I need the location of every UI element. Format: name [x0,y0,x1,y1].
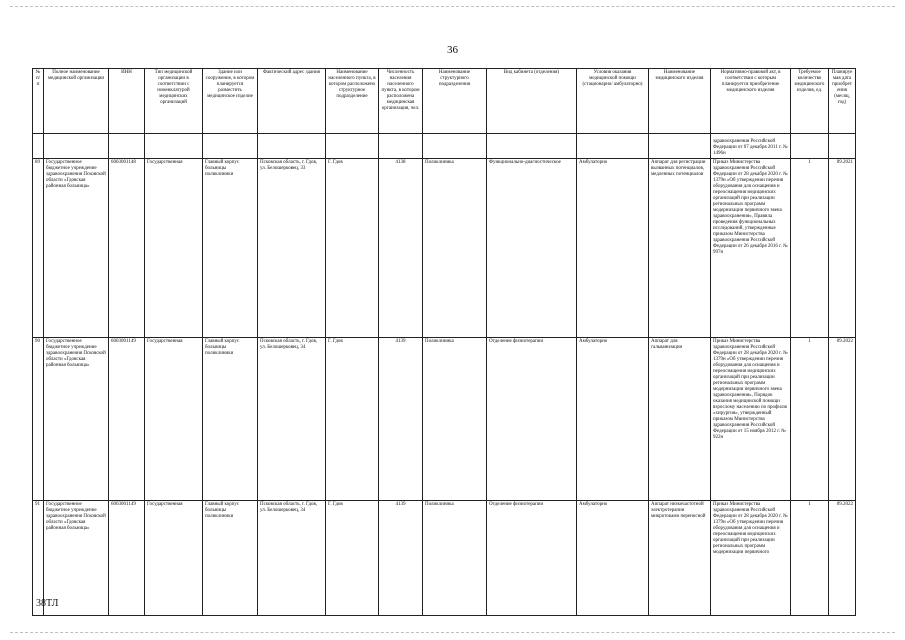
conditions: Амбулаторно [577,501,649,616]
col-header: Тип медицинской организации в соответствии с номенклатурой медицинских организаций [145,69,203,134]
building: Главный корпус больницы поликлиники [203,338,258,501]
row-number: 91 [33,501,44,616]
population: 4138 [379,159,423,338]
col-header: Полное наименование медицинской организации [44,69,109,134]
quantity: 1 [791,159,829,338]
col-header: Фактический адрес здания [258,69,326,134]
conditions: Амбулаторно [577,338,649,501]
conditions: Амбулаторно [577,159,649,338]
address: Псковская область, г. Гдов, ул. Белошерковец, 34 [258,338,326,501]
cabinet: Отделение физиотерапии [487,338,577,501]
legal-act: Приказ Министерства здравоохранения Российской Федерации от 28 декабря 2020 г. № 1379н «Об утверждении перечня оборудования для оснащения и переоснащения медицинских организаций при реализации региональных программ модернизации первичного звена здравоохранения», Порядок оказания медицинской помощи взрослому населению по профилю «хирургия», утвержденный приказом Министерства здравоохранения Российской Федерации от 15 ноября 2012 г. № 922н [711,338,791,501]
locality: Г. Гдов [326,338,379,501]
org-name: Государственное бюджетное учреждение здравоохранения Псковской области «Гдовская районная больница» [44,159,109,338]
col-header: Численность населения населенного пункта, в котором расположена медицинская организация, чел. [379,69,423,134]
inn: 6003001148 [109,159,145,338]
purchase-date: 09.2022 [829,338,856,501]
col-header: Наименование структурного подразделения [423,69,487,134]
locality: Г. Гдов [326,159,379,338]
scan-border-bottom [10,632,895,633]
col-header: № п/п [33,69,44,134]
org-type: Государственная [145,159,203,338]
col-header: Наименование медицинского изделия [649,69,711,134]
table-header-row [33,69,856,134]
col-header: Нормативно-правовой акт, в соответствии с которым планируется приобретение медицинского изделия [711,69,791,134]
quantity: 1 [791,501,829,616]
scan-border-top [10,6,895,7]
col-header: Вид кабинета (отделения) [487,69,577,134]
cabinet: Отделение физиотерапии [487,501,577,616]
col-header: Наименование населенного пункта, в котором расположено структурное подразделение [326,69,379,134]
org-type: Государственная [145,338,203,501]
building: Главный корпус больницы поликлиники [203,159,258,338]
row-number: 90 [33,338,44,501]
device: Аппарат для гальванизации [649,338,711,501]
org-type: Государственная [145,501,203,616]
inn: 6003001149 [109,501,145,616]
col-header: Планируемая дата приобретения (месяц, год) [829,69,856,134]
continuation-row [33,134,856,159]
page-number: 36 [447,44,458,56]
table-row [33,501,856,616]
table-row [33,159,856,338]
population: 4139 [379,501,423,616]
legal-act: Приказ Министерства здравоохранения Российской Федерации от 28 декабря 2020 г. № 1379н «Об утверждении перечня оборудования для оснащения и переоснащения медицинских организаций при реализации региональных программ модернизации первичного звена здравоохранения», Правила проведения функциональных исследований, утвержденные приказом Министерства здравоохранения Российской Федерации от 26 декабря 2016 г. № 997н [711,159,791,338]
inn: 6003001149 [109,338,145,501]
device: Аппарат низкочастотной электротерапии микротоками переносной [649,501,711,616]
unit: Поликлиника [423,338,487,501]
org-name: Государственное бюджетное учреждение здравоохранения Псковской области «Гдовская районная больница» [44,501,109,616]
continuation-text: здравоохранения Российской Федерации от 07 декабря 2011 г. № 1496н [711,134,791,159]
device: Аппарат для регистрации вызванных потенциалов, медленных потенциалов [649,159,711,338]
quantity: 1 [791,338,829,501]
row-number: 89 [33,159,44,338]
locality: Г. Гдов [326,501,379,616]
purchase-date: 09.2021 [829,159,856,338]
building: Главный корпус больницы поликлиники [203,501,258,616]
legal-act: Приказ Министерства здравоохранения Российской Федерации от 28 декабря 2020 г. № 1379н «Об утверждении перечня оборудования для оснащения и переоснащения медицинских организаций при реализации региональных программ модернизации первичного [711,501,791,616]
equipment-table [32,68,856,616]
address: Псковская область, г. Гдов, ул. Белошерковец, 33 [258,159,326,338]
col-header: Требуемое количество медицинского изделия, ед. [791,69,829,134]
col-header: Здание или сооружение, в котором планируется разместить медицинское изделие [203,69,258,134]
col-header: ИНН [109,69,145,134]
table-row [33,338,856,501]
population: 4139 [379,338,423,501]
cabinet: Функционально-диагностическое [487,159,577,338]
purchase-date: 09.2022 [829,501,856,616]
unit: Поликлиника [423,501,487,616]
footer-code: 38ТЛ [36,598,59,609]
org-name: Государственное бюджетное учреждение здравоохранения Псковской области «Гдовская районная больница» [44,338,109,501]
col-header: Условия оказания медицинской помощи (стационарно/ амбулаторно) [577,69,649,134]
unit: Поликлиника [423,159,487,338]
address: Псковская область, г. Гдов, ул. Белошерковец, 34 [258,501,326,616]
